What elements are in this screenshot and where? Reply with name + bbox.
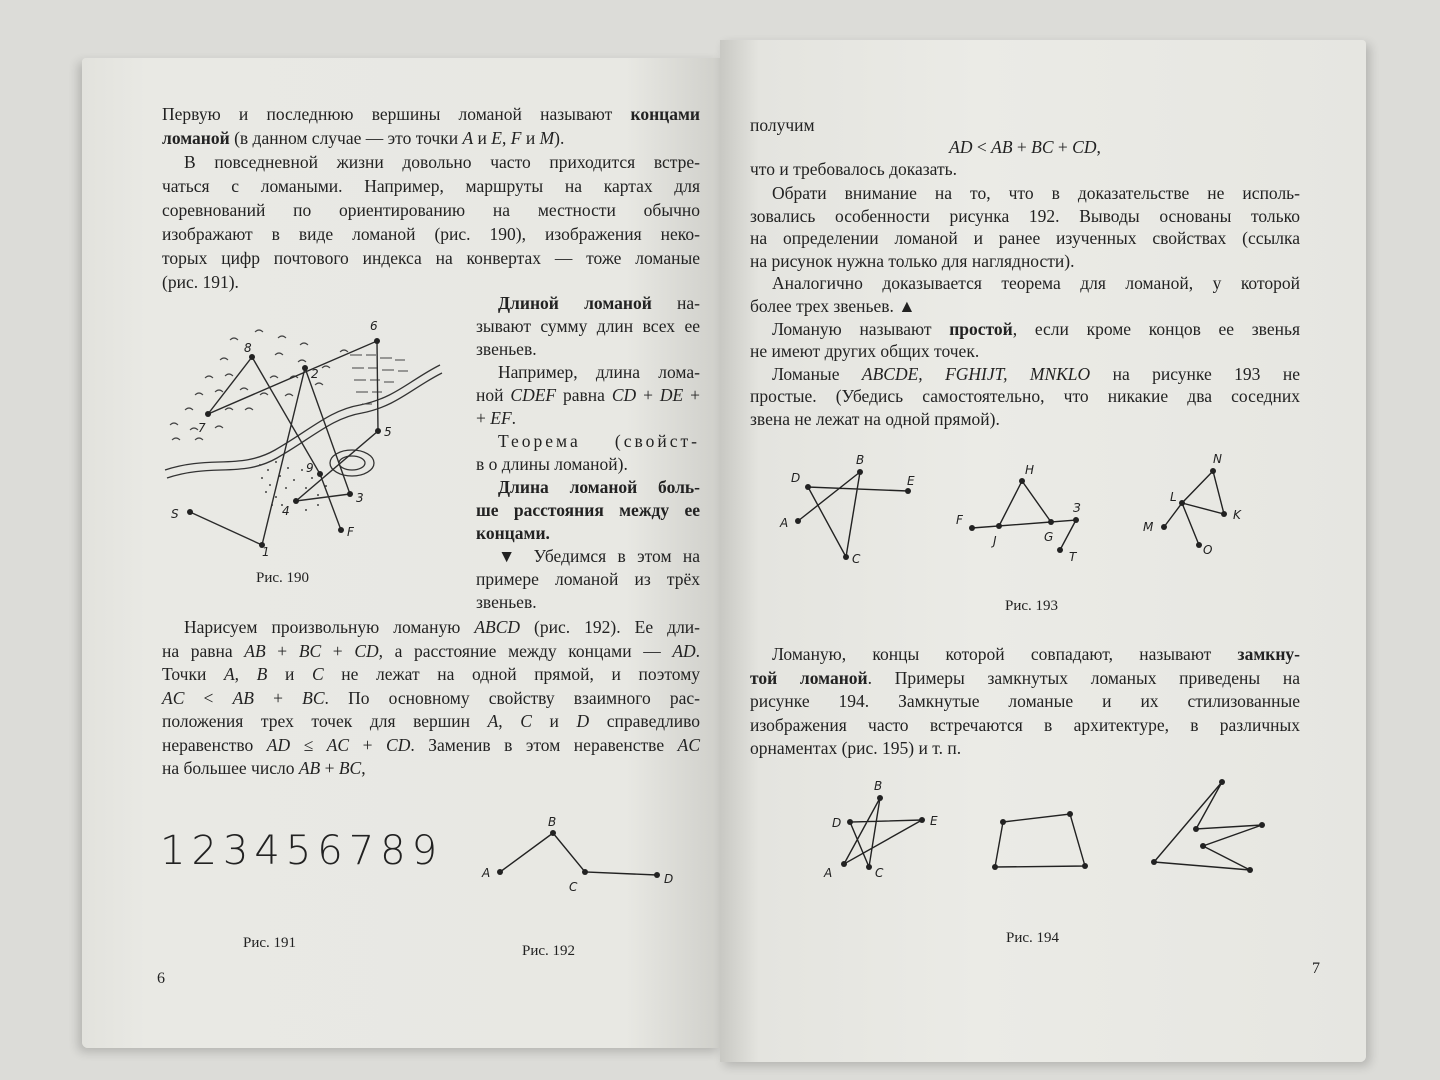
math-term: AD (672, 640, 696, 661)
text-run: рисунке 194. Замкнутые ломаные и их стилизованные (750, 691, 1300, 711)
fig193-label-h: H (1025, 463, 1035, 477)
text-run: простые. (Убедись самостоятельно, что никакие два соседних (750, 386, 1300, 407)
fig194-caption: Рис. 194 (1006, 930, 1060, 946)
text-run: положения трех точек для вершин (162, 711, 488, 731)
text-run: , (498, 711, 521, 731)
text-run: + (1012, 137, 1032, 157)
text-run: Ломаную, концы которой совпадают, называют (772, 644, 1238, 664)
text-run: (рис. 191). (162, 272, 239, 292)
text-run: неравенство (162, 734, 267, 755)
text-run: не имеют других общих точек. (750, 341, 980, 362)
fig190-caption: Рис. 190 (256, 570, 310, 586)
bold-term: замкну- (1237, 644, 1300, 664)
math-term: AB (232, 687, 254, 708)
math-term: D (576, 711, 590, 731)
math-term: EF (490, 408, 512, 428)
text-run: . (695, 640, 701, 661)
fig192-caption: Рис. 192 (522, 943, 576, 959)
text-run: звена не лежат на одной прямой). (750, 408, 1000, 429)
text-run: на большее число (162, 758, 299, 778)
text-run: звеньев. (476, 339, 537, 359)
fig193-label-a: A (780, 516, 789, 530)
fig193-label-n: N (1213, 452, 1222, 466)
math-term: AD (949, 137, 973, 157)
text-run: изображают в виде ломаной (рис. 190), изображения неко- (162, 224, 700, 244)
text-run: . По основному свойству взаимного рас- (324, 687, 701, 708)
text-run: . Примеры замкнутых ломаных приведены на (867, 667, 1300, 688)
left-page-number: 6 (157, 970, 165, 987)
math-term: A (223, 664, 235, 684)
text-run: < (184, 687, 233, 708)
text-run: , если кроме концов ее звенья (1012, 318, 1300, 339)
math-term: AC (162, 687, 185, 708)
text-run: , (361, 758, 366, 778)
math-term: AB (991, 137, 1013, 157)
fig193-label-k: K (1233, 508, 1241, 522)
bold-term: Длиной ломаной (498, 293, 652, 313)
text-run: торых цифр почтового индекса на конвертах — тоже ломаные (162, 248, 700, 268)
math-term: CD (611, 385, 637, 405)
text-run: равна (556, 385, 612, 405)
text-run: и (521, 128, 540, 148)
text-run: + (320, 758, 339, 778)
right-page-number: 7 (1312, 960, 1320, 977)
fig193-label-f: F (956, 513, 963, 527)
math-term: AC (326, 734, 350, 755)
text-run: , (1096, 137, 1101, 157)
fig190-label-f: F (347, 525, 354, 539)
text-run: чаться с ломаными. Например, маршруты на картах для (162, 176, 700, 196)
fig194-label-d: D (832, 816, 842, 830)
text-run: в о длины ломаной). (476, 454, 628, 474)
bold-term: ше расстояния между ее (476, 500, 700, 520)
math-term: E (491, 128, 502, 148)
bold-term: простой (949, 318, 1013, 339)
math-term: ABCD (474, 617, 521, 637)
text-run: , а расстояние между концами — (378, 640, 673, 661)
text-run: и (267, 664, 312, 684)
bold-term: концами. (476, 523, 550, 543)
fig193-label-e: E (907, 474, 915, 488)
text-run: Точки (162, 664, 224, 684)
fig193-caption: Рис. 193 (1005, 598, 1059, 614)
math-term: BC (1031, 137, 1054, 157)
text-run: + (253, 687, 303, 708)
text-run: на рисунке 193 не (1090, 363, 1300, 384)
text-run: на равна (162, 640, 245, 661)
text-run: Обрати внимание на то, что в доказательстве не исполь- (772, 183, 1300, 203)
text-run: + (476, 408, 491, 428)
text-run: ≤ (290, 734, 327, 755)
math-term: AC (677, 734, 700, 755)
bold-term: концами (630, 104, 700, 124)
math-term: C (520, 711, 532, 731)
fig190-label-4: 4 (282, 504, 290, 518)
fig190-label-1: 1 (262, 545, 270, 559)
text-run: ▼ Убедимся в этом на (498, 546, 700, 566)
text-run: + (683, 385, 700, 405)
math-term: CD (1072, 137, 1097, 157)
text-run: на рисунок нужна только для наглядности). (750, 250, 1075, 271)
fig193-label-z: З (1073, 501, 1081, 515)
math-term: CD (354, 640, 379, 661)
text-run: + (321, 640, 355, 661)
math-term: B (256, 664, 268, 684)
fig192-label-d: D (664, 872, 674, 886)
text-run: справедливо (589, 711, 700, 731)
fig193-label-g: G (1044, 530, 1054, 544)
math-term: BC (298, 640, 322, 661)
text-run: + (349, 734, 387, 755)
text-run: на- (651, 293, 700, 313)
fig194-label-c: C (875, 866, 884, 880)
text-run: получим (750, 115, 815, 135)
text-run: Ломаную называют (772, 318, 950, 339)
fig190-label-5: 5 (384, 425, 392, 439)
text-run: Ломаные (772, 363, 862, 384)
text-run: (рис. 192). Ее дли- (520, 617, 701, 637)
text-run: + (265, 640, 299, 661)
math-term: AB (244, 640, 266, 661)
math-term: F (510, 128, 522, 148)
fig192-label-c: C (569, 880, 578, 894)
text-run: соревнований по ориентированию на местности обычно (162, 200, 700, 220)
fig190-label-7: 7 (198, 421, 206, 435)
fig192-label-b: B (548, 815, 557, 829)
text-run: Теорема (свойст- (498, 431, 700, 451)
math-term: AD (266, 734, 291, 755)
fig190-label-2: 2 (311, 367, 319, 381)
fig193-label-o: O (1203, 543, 1213, 557)
text-run: . (511, 408, 517, 428)
text-run: Нарисуем произвольную ломаную (184, 617, 475, 637)
fig190-label-9: 9 (306, 461, 314, 475)
text-run: не лежат на одной прямой, и поэтому (323, 664, 701, 684)
fig193-label-t: T (1069, 550, 1077, 564)
bold-term: ломаной (162, 128, 230, 148)
fig191-postal-digits: 123456789 (160, 828, 444, 874)
math-term: CD (386, 734, 411, 755)
fig193-label-l: L (1170, 490, 1177, 504)
text-run: примере ломаной из трёх (476, 569, 700, 589)
text-run: Аналогично доказывается теорема для ломаной, у которой (772, 273, 1300, 294)
text-run: Например, длина лома- (498, 362, 700, 382)
text-run: и (473, 128, 492, 148)
fig194-label-a: A (824, 866, 833, 880)
text-run: и (531, 711, 577, 731)
text-run: (в данном случае — это точки (229, 128, 463, 148)
text-run: В повседневной жизни довольно часто приходится встре- (184, 152, 700, 172)
fig193-label-c: C (852, 552, 861, 566)
fig194-label-b: B (874, 779, 883, 793)
text-run: что и требовалось доказать. (750, 159, 958, 179)
text-run: изображения часто встречаются в архитектуре, в различных (750, 714, 1300, 735)
text-run: Первую и последнюю вершины ломаной называют (162, 104, 631, 124)
text-run: . Заменив в этом неравенстве (410, 734, 678, 755)
text-run: + (636, 385, 660, 405)
fig192-label-a: A (482, 866, 491, 880)
text-run: + (1053, 137, 1073, 157)
fig193-label-j: J (993, 534, 997, 548)
fig193-label-m: M (1143, 520, 1154, 534)
math-term: DE (659, 385, 684, 405)
math-term: BC (338, 758, 362, 778)
fig190-label-s: S (171, 507, 179, 521)
math-term: AB (298, 758, 321, 778)
fig191-caption: Рис. 191 (243, 935, 297, 951)
fig190-label-6: 6 (370, 319, 378, 333)
text-run: более трех звеньев. ▲ (750, 295, 916, 316)
text-run: ). (554, 128, 565, 148)
bold-term: той ломаной (750, 667, 868, 688)
math-term: BC (302, 687, 325, 708)
fig190-label-3: 3 (356, 491, 364, 505)
bold-term: Длина ломаной боль- (498, 477, 700, 497)
text-run: ной (476, 385, 511, 405)
text-run: < (972, 137, 992, 157)
text-run: зывают сумму длин всех ее (476, 316, 700, 336)
text-run: на определении ломаной и ранее изученных свойствах (ссылка (750, 228, 1300, 249)
fig193-label-d: D (791, 471, 801, 485)
math-term: CDEF (510, 385, 557, 405)
text-run: зовались особенности рисунка 192. Выводы основаны только (750, 205, 1300, 226)
math-term: ABCDE, FGHIJT, MNKLO (861, 363, 1091, 384)
text-run: орнаментах (рис. 195) и т. п. (750, 738, 962, 758)
fig194-label-e: E (930, 814, 938, 828)
math-term: A (487, 711, 499, 731)
text-run: , (502, 128, 511, 148)
fig190-label-8: 8 (244, 341, 252, 355)
fig193-label-b: B (856, 453, 865, 467)
math-term: C (311, 664, 324, 684)
math-term: A (462, 128, 474, 148)
text-run: звеньев. (476, 592, 537, 612)
text-run: , (234, 664, 257, 684)
math-term: M (539, 128, 555, 148)
